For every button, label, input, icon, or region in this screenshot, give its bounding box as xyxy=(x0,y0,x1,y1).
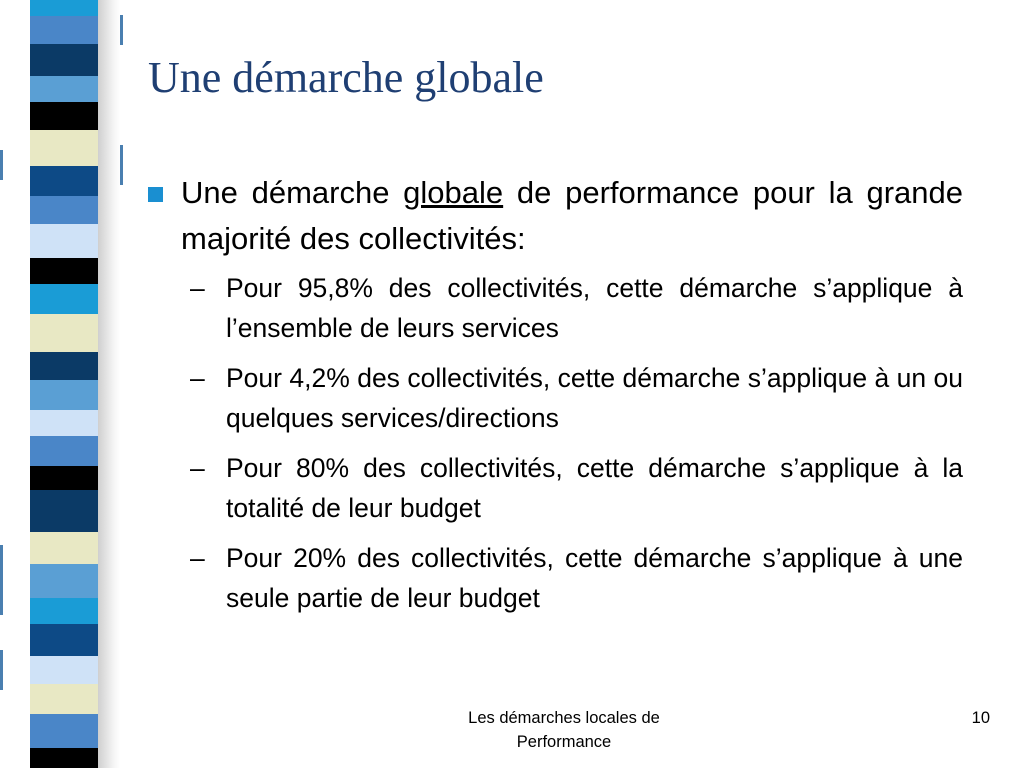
strip-segment xyxy=(30,490,98,532)
strip-segment xyxy=(30,196,98,224)
sub-bullet-item xyxy=(190,358,963,438)
strip-segment xyxy=(30,436,98,466)
strip-segment xyxy=(30,166,98,196)
strip-segment xyxy=(30,102,98,130)
strip-tick xyxy=(0,150,3,180)
strip-segment xyxy=(30,16,98,44)
bullet-text-underlined: globale xyxy=(403,175,504,210)
strip-tick xyxy=(120,145,123,185)
strip-segment xyxy=(30,44,98,76)
strip-shadow xyxy=(98,0,120,768)
strip-segment xyxy=(30,130,98,166)
sub-bullet-text: Pour 80% des collectivités, cette démarche s’applique à la totalité de leur budget xyxy=(226,453,963,523)
dash-bullet-icon: – xyxy=(190,273,205,303)
slide-footer xyxy=(434,706,694,754)
dash-bullet-icon: – xyxy=(190,453,205,483)
strip-segment xyxy=(30,258,98,284)
slide-content xyxy=(145,170,963,628)
strip-segment xyxy=(30,284,98,314)
bullet-text-before: Une démarche xyxy=(181,175,404,210)
sub-bullet-list xyxy=(145,268,963,618)
strip-segment xyxy=(30,684,98,714)
strip-tick xyxy=(0,650,3,690)
strip-segment xyxy=(30,656,98,684)
slide-title: Une démarche globale xyxy=(148,53,544,102)
bullet-text-after: de performance pour la grande majorité des collectivités: xyxy=(181,175,963,256)
strip-segment xyxy=(30,410,98,436)
strip-segment xyxy=(30,0,98,16)
decorative-side-strip xyxy=(0,0,130,768)
strip-segment xyxy=(30,564,98,598)
strip-segment xyxy=(30,598,98,624)
dash-bullet-icon: – xyxy=(190,543,205,573)
strip-segment xyxy=(30,314,98,352)
sub-bullet-item xyxy=(190,448,963,528)
dash-bullet-icon: – xyxy=(190,363,205,393)
strip-segment xyxy=(30,714,98,748)
slide-number: 10 xyxy=(971,709,990,727)
strip-segment xyxy=(30,624,98,656)
main-bullet xyxy=(145,170,963,262)
sub-bullet-text: Pour 95,8% des collectivités, cette démarche s’applique à l’ensemble de leurs services xyxy=(226,273,963,343)
sub-bullet-item xyxy=(190,268,963,348)
strip-segment xyxy=(30,748,98,768)
strip-tick xyxy=(0,545,3,615)
sub-bullet-item xyxy=(190,538,963,618)
strip-segment xyxy=(30,466,98,490)
footer-line-1: Les démarches locales de xyxy=(468,709,660,727)
footer-line-2: Performance xyxy=(516,733,612,751)
strip-segment xyxy=(30,532,98,564)
square-bullet-icon xyxy=(148,187,163,202)
strip-segment xyxy=(30,352,98,380)
strip-segment xyxy=(30,76,98,102)
sub-bullet-text: Pour 4,2% des collectivités, cette démarche s’applique à un ou quelques services/directions xyxy=(226,363,963,433)
strip-segment xyxy=(30,380,98,410)
strip-tick xyxy=(120,15,123,45)
sub-bullet-text: Pour 20% des collectivités, cette démarche s’applique à une seule partie de leur budget xyxy=(226,543,963,613)
strip-segment xyxy=(30,224,98,258)
